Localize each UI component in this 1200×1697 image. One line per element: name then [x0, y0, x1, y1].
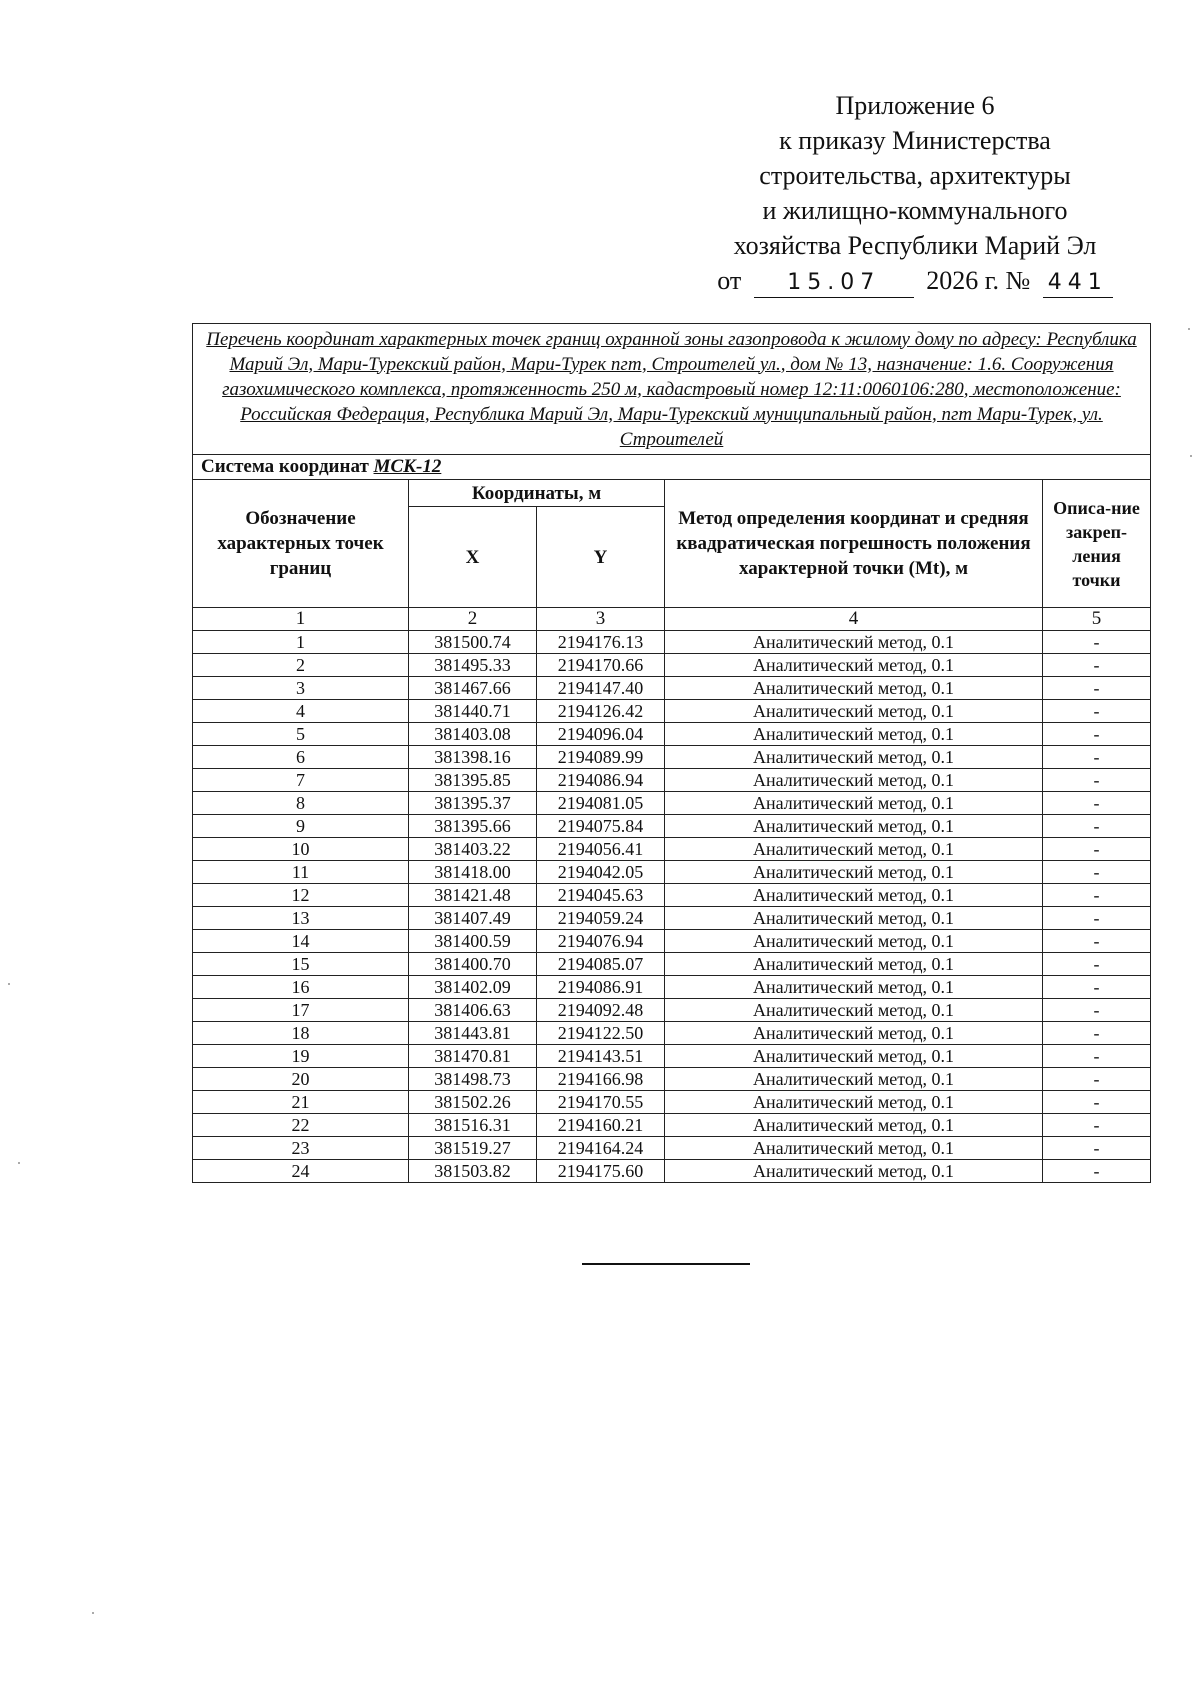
table-row — [193, 654, 1151, 677]
table-row — [193, 999, 1151, 1022]
x-coordinate-cell: 381500.74 — [409, 631, 537, 654]
y-coordinate-cell: 2194092.48 — [537, 999, 665, 1022]
table-row — [193, 1022, 1151, 1045]
description-cell: - — [1043, 1137, 1151, 1160]
table-row — [193, 1068, 1151, 1091]
point-designation-cell: 23 — [193, 1137, 409, 1160]
x-coordinate-cell: 381418.00 — [409, 861, 537, 884]
method-cell: Аналитический метод, 0.1 — [665, 884, 1043, 907]
y-coordinate-cell: 2194176.13 — [537, 631, 665, 654]
point-designation-cell: 19 — [193, 1045, 409, 1068]
method-cell: Аналитический метод, 0.1 — [665, 1160, 1043, 1183]
description-cell: - — [1043, 769, 1151, 792]
description-cell: - — [1043, 953, 1151, 976]
x-coordinate-cell: 381502.26 — [409, 1091, 537, 1114]
table-row — [193, 815, 1151, 838]
x-coordinate-cell: 381398.16 — [409, 746, 537, 769]
column-number: 5 — [1043, 608, 1151, 631]
header-designation: Обозначение характерных точек границ — [193, 480, 409, 608]
y-coordinate-cell: 2194075.84 — [537, 815, 665, 838]
header-line-1: Приложение 6 — [835, 91, 995, 120]
y-coordinate-cell: 2194164.24 — [537, 1137, 665, 1160]
y-coordinate-cell: 2194059.24 — [537, 907, 665, 930]
y-coordinate-cell: 2194086.91 — [537, 976, 665, 999]
method-cell: Аналитический метод, 0.1 — [665, 953, 1043, 976]
point-designation-cell: 24 — [193, 1160, 409, 1183]
x-coordinate-cell: 381406.63 — [409, 999, 537, 1022]
x-coordinate-cell: 381403.08 — [409, 723, 537, 746]
coordinate-system-label: Система координат — [201, 456, 369, 477]
point-designation-cell: 16 — [193, 976, 409, 999]
header-line-3: строительства, архитектуры — [759, 161, 1071, 190]
coordinate-system-value: МСК-12 — [373, 456, 442, 477]
y-coordinate-cell: 2194160.21 — [537, 1114, 665, 1137]
point-designation-cell: 1 — [193, 631, 409, 654]
x-coordinate-cell: 381395.37 — [409, 792, 537, 815]
description-cell: - — [1043, 907, 1151, 930]
y-coordinate-cell: 2194089.99 — [537, 746, 665, 769]
y-coordinate-cell: 2194042.05 — [537, 861, 665, 884]
column-number: 2 — [409, 608, 537, 631]
header-description: Описа-ние закреп-ления точки — [1043, 480, 1151, 608]
point-designation-cell: 4 — [193, 700, 409, 723]
point-designation-cell: 15 — [193, 953, 409, 976]
scan-speck — [18, 1162, 20, 1164]
point-designation-cell: 8 — [193, 792, 409, 815]
y-coordinate-cell: 2194045.63 — [537, 884, 665, 907]
table-row — [193, 930, 1151, 953]
y-coordinate-cell: 2194175.60 — [537, 1160, 665, 1183]
y-coordinate-cell: 2194122.50 — [537, 1022, 665, 1045]
description-cell: - — [1043, 1160, 1151, 1183]
handwritten-date: 15.07 — [754, 269, 914, 298]
x-coordinate-cell: 381395.85 — [409, 769, 537, 792]
y-coordinate-cell: 2194170.66 — [537, 654, 665, 677]
header-method: Метод определения координат и средняя квадратическая погрешность положения характерной точки (Mt), м — [665, 480, 1043, 608]
table-row — [193, 1160, 1151, 1183]
table-row — [193, 1137, 1151, 1160]
scan-speck — [8, 983, 10, 985]
appendix-header — [680, 88, 1150, 298]
header-x: X — [409, 507, 537, 608]
y-coordinate-cell: 2194086.94 — [537, 769, 665, 792]
x-coordinate-cell: 381495.33 — [409, 654, 537, 677]
x-coordinate-cell: 381516.31 — [409, 1114, 537, 1137]
description-cell: - — [1043, 1068, 1151, 1091]
description-cell: - — [1043, 631, 1151, 654]
header-line-5: хозяйства Республики Марий Эл — [733, 231, 1097, 260]
table-row — [193, 1045, 1151, 1068]
point-designation-cell: 13 — [193, 907, 409, 930]
header-coordinates: Координаты, м — [409, 480, 665, 507]
point-designation-cell: 22 — [193, 1114, 409, 1137]
table-row — [193, 792, 1151, 815]
y-coordinate-cell: 2194085.07 — [537, 953, 665, 976]
x-coordinate-cell: 381421.48 — [409, 884, 537, 907]
description-cell: - — [1043, 1091, 1151, 1114]
description-cell: - — [1043, 677, 1151, 700]
method-cell: Аналитический метод, 0.1 — [665, 1091, 1043, 1114]
method-cell: Аналитический метод, 0.1 — [665, 769, 1043, 792]
x-coordinate-cell: 381503.82 — [409, 1160, 537, 1183]
point-designation-cell: 12 — [193, 884, 409, 907]
point-designation-cell: 3 — [193, 677, 409, 700]
x-coordinate-cell: 381467.66 — [409, 677, 537, 700]
method-cell: Аналитический метод, 0.1 — [665, 1022, 1043, 1045]
table-row — [193, 769, 1151, 792]
table-row — [193, 700, 1151, 723]
x-coordinate-cell: 381402.09 — [409, 976, 537, 999]
method-cell: Аналитический метод, 0.1 — [665, 930, 1043, 953]
method-cell: Аналитический метод, 0.1 — [665, 1114, 1043, 1137]
x-coordinate-cell: 381440.71 — [409, 700, 537, 723]
description-cell: - — [1043, 930, 1151, 953]
point-designation-cell: 2 — [193, 654, 409, 677]
x-coordinate-cell: 381498.73 — [409, 1068, 537, 1091]
method-cell: Аналитический метод, 0.1 — [665, 792, 1043, 815]
method-cell: Аналитический метод, 0.1 — [665, 976, 1043, 999]
from-label: от — [717, 266, 742, 295]
description-cell: - — [1043, 838, 1151, 861]
x-coordinate-cell: 381395.66 — [409, 815, 537, 838]
table-row — [193, 953, 1151, 976]
method-cell: Аналитический метод, 0.1 — [665, 907, 1043, 930]
table-caption: Перечень координат характерных точек границ охранной зоны газопровода к жилому дому по адресу: Республика Марий Эл, Мари-Турекский район, Мари-Турек пгт, Строителей ул., дом № 13, назначение: 1.6. Сооружения газохимического комплекса, протяженность 250 м, кадастровый номер 12:11:0060106:280, местоположение: Российская Федерация, Республика Марий Эл, Мари-Турекский муниципальный район, пгт Мари-Турек, ул. Строителей — [193, 324, 1151, 455]
y-coordinate-cell: 2194166.98 — [537, 1068, 665, 1091]
x-coordinate-cell: 381470.81 — [409, 1045, 537, 1068]
method-cell: Аналитический метод, 0.1 — [665, 677, 1043, 700]
table-row — [193, 1114, 1151, 1137]
point-designation-cell: 10 — [193, 838, 409, 861]
x-coordinate-cell: 381443.81 — [409, 1022, 537, 1045]
description-cell: - — [1043, 746, 1151, 769]
method-cell: Аналитический метод, 0.1 — [665, 838, 1043, 861]
column-number: 4 — [665, 608, 1043, 631]
table-row — [193, 677, 1151, 700]
y-coordinate-cell: 2194076.94 — [537, 930, 665, 953]
order-date-number-line — [680, 263, 1150, 298]
y-coordinate-cell: 2194170.55 — [537, 1091, 665, 1114]
handwritten-number: 441 — [1043, 269, 1113, 298]
method-cell: Аналитический метод, 0.1 — [665, 746, 1043, 769]
method-cell: Аналитический метод, 0.1 — [665, 723, 1043, 746]
method-cell: Аналитический метод, 0.1 — [665, 861, 1043, 884]
method-cell: Аналитический метод, 0.1 — [665, 631, 1043, 654]
table-row — [193, 976, 1151, 999]
closing-rule — [582, 1263, 750, 1265]
y-coordinate-cell: 2194147.40 — [537, 677, 665, 700]
method-cell: Аналитический метод, 0.1 — [665, 1068, 1043, 1091]
point-designation-cell: 9 — [193, 815, 409, 838]
y-coordinate-cell: 2194081.05 — [537, 792, 665, 815]
table-row — [193, 746, 1151, 769]
method-cell: Аналитический метод, 0.1 — [665, 1137, 1043, 1160]
x-coordinate-cell: 381400.70 — [409, 953, 537, 976]
year-number-label: 2026 г. № — [926, 266, 1031, 295]
point-designation-cell: 5 — [193, 723, 409, 746]
method-cell: Аналитический метод, 0.1 — [665, 999, 1043, 1022]
scan-speck — [1190, 455, 1192, 457]
point-designation-cell: 7 — [193, 769, 409, 792]
table-row — [193, 861, 1151, 884]
x-coordinate-cell: 381403.22 — [409, 838, 537, 861]
y-coordinate-cell: 2194056.41 — [537, 838, 665, 861]
coordinate-system — [193, 455, 1151, 480]
scan-speck — [92, 1612, 94, 1614]
x-coordinate-cell: 381407.49 — [409, 907, 537, 930]
table-row — [193, 723, 1151, 746]
y-coordinate-cell: 2194143.51 — [537, 1045, 665, 1068]
description-cell: - — [1043, 861, 1151, 884]
header-line-2: к приказу Министерства — [779, 126, 1051, 155]
table-row — [193, 884, 1151, 907]
point-designation-cell: 6 — [193, 746, 409, 769]
description-cell: - — [1043, 999, 1151, 1022]
column-number: 3 — [537, 608, 665, 631]
column-numbers-row — [193, 608, 1151, 631]
table-row — [193, 631, 1151, 654]
header-line-4: и жилищно-коммунального — [762, 196, 1068, 225]
column-number: 1 — [193, 608, 409, 631]
x-coordinate-cell: 381400.59 — [409, 930, 537, 953]
description-cell: - — [1043, 1114, 1151, 1137]
point-designation-cell: 21 — [193, 1091, 409, 1114]
description-cell: - — [1043, 723, 1151, 746]
description-cell: - — [1043, 815, 1151, 838]
description-cell: - — [1043, 700, 1151, 723]
point-designation-cell: 20 — [193, 1068, 409, 1091]
table-row — [193, 838, 1151, 861]
point-designation-cell: 14 — [193, 930, 409, 953]
table-row — [193, 907, 1151, 930]
description-cell: - — [1043, 1045, 1151, 1068]
point-designation-cell: 17 — [193, 999, 409, 1022]
header-y: Y — [537, 507, 665, 608]
description-cell: - — [1043, 884, 1151, 907]
point-designation-cell: 18 — [193, 1022, 409, 1045]
point-designation-cell: 11 — [193, 861, 409, 884]
coordinates-table — [192, 323, 1151, 1183]
method-cell: Аналитический метод, 0.1 — [665, 1045, 1043, 1068]
y-coordinate-cell: 2194126.42 — [537, 700, 665, 723]
description-cell: - — [1043, 976, 1151, 999]
scan-speck — [1188, 328, 1190, 330]
method-cell: Аналитический метод, 0.1 — [665, 700, 1043, 723]
description-cell: - — [1043, 1022, 1151, 1045]
y-coordinate-cell: 2194096.04 — [537, 723, 665, 746]
method-cell: Аналитический метод, 0.1 — [665, 815, 1043, 838]
description-cell: - — [1043, 792, 1151, 815]
method-cell: Аналитический метод, 0.1 — [665, 654, 1043, 677]
table-row — [193, 1091, 1151, 1114]
description-cell: - — [1043, 654, 1151, 677]
x-coordinate-cell: 381519.27 — [409, 1137, 537, 1160]
